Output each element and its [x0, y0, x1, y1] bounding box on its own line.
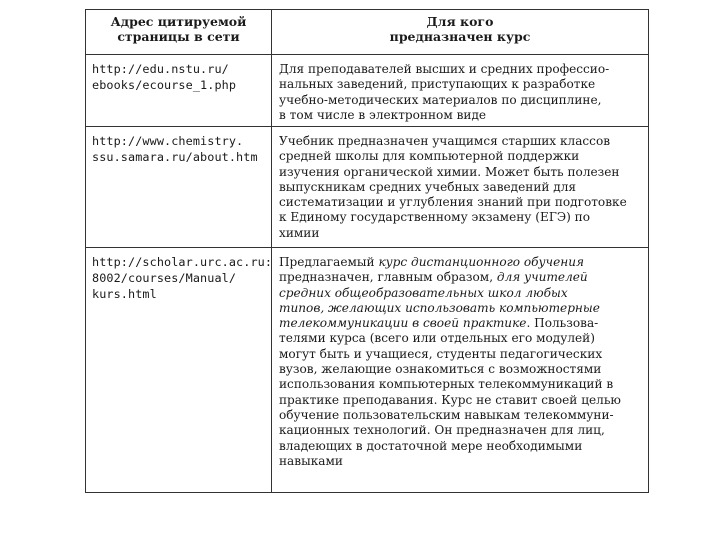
italic-emphasis: курс дистанционного обучения	[378, 255, 584, 269]
italic-emphasis: телекоммуникации в своей практике	[279, 316, 527, 331]
description-line: изучения органической химии. Может быть полезен	[279, 164, 620, 179]
description-line: телями курса (всего или отдельных его модулей)	[279, 331, 595, 346]
description-line: систематизации и углубления знаний при подготовке	[279, 195, 627, 210]
table-row	[86, 248, 649, 493]
description-line: средней школы для компьютерной поддержки	[279, 149, 580, 164]
description-line: навыками	[279, 453, 343, 468]
description-line: к Единому государственному экзамену (ЕГЭ) по	[279, 210, 590, 225]
url-text: http://scholar.urc.ac.ru:	[92, 255, 273, 269]
description-line	[279, 316, 644, 331]
description-line: практике преподавания. Курс не ставит своей целью	[279, 392, 621, 407]
description-line: могут быть и учащиеся, студенты педагогических	[279, 346, 603, 361]
header-text: страницы в сети	[117, 29, 240, 44]
italic-emphasis: для учителей	[496, 270, 588, 285]
table-header-row	[86, 10, 649, 55]
url-cell	[86, 55, 272, 127]
url-text: http://www.chemistry.	[92, 134, 244, 148]
description-cell	[272, 248, 649, 493]
description-line: в том числе в электронном виде	[279, 107, 487, 122]
header-text: предназначен курс	[389, 29, 531, 44]
url-text: ssu.samara.ru/about.htm	[92, 150, 258, 164]
description-line: химии	[279, 225, 320, 240]
header-text: Для кого	[426, 14, 494, 29]
description-line: владеющих в достаточной мере необходимыми	[279, 438, 583, 453]
description-text: Предлагаемый	[279, 255, 379, 269]
url-text: ebooks/ecourse_1.php	[92, 78, 237, 92]
header-url-column	[86, 10, 272, 55]
table-row	[86, 55, 649, 127]
description-line: кационных технологий. Он предназначен для лиц,	[279, 423, 605, 438]
description-line: вузов, желающие ознакомиться с возможностями	[279, 362, 602, 377]
header-text: Адрес цитируемой	[110, 14, 247, 29]
description-line: учебно-методических материалов по дисциплине,	[279, 92, 602, 107]
description-text: предназначен, главным образом,	[279, 270, 497, 285]
url-text: http://edu.nstu.ru/	[92, 62, 229, 76]
description-line: Учебник предназначен учащимся старших классов	[279, 134, 611, 148]
description-line: Для преподавателей высших и средних профессио-	[279, 62, 610, 76]
description-cell	[272, 55, 649, 127]
description-line	[279, 255, 644, 270]
description-line: использования компьютерных телекоммуникаций в	[279, 377, 614, 392]
url-text: kurs.html	[92, 287, 157, 301]
courses-table	[85, 9, 649, 493]
description-text: . Пользова-	[526, 316, 599, 331]
description-line: выпускникам средних учебных заведений для	[279, 179, 577, 194]
description-line: обучение пользовательским навыкам телекоммуни-	[279, 407, 614, 422]
header-audience-column	[272, 10, 649, 55]
url-cell	[86, 248, 272, 493]
description-line: типов, желающих использовать компьютерные	[279, 300, 600, 315]
description-line: средних общеобразовательных школ любых	[279, 285, 568, 300]
description-line: нальных заведений, приступающих к разработке	[279, 77, 596, 92]
description-line	[279, 270, 644, 285]
url-cell	[86, 127, 272, 248]
table-row	[86, 127, 649, 248]
url-text: 8002/courses/Manual/	[92, 271, 237, 285]
description-cell	[272, 127, 649, 248]
